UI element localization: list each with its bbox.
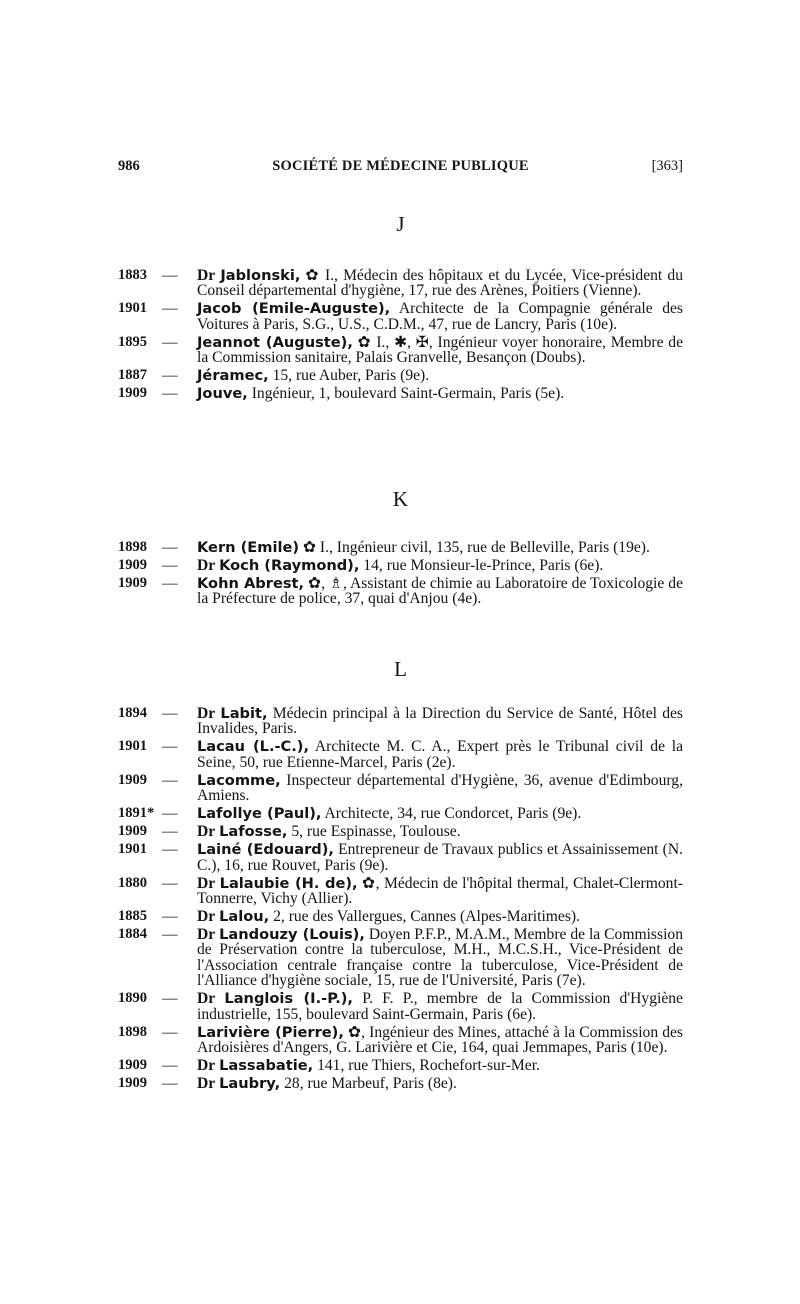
entry-details: ✿, Médecin de l'hôpital thermal, Chalet-Clermont-Tonnerre, Vichy (Allier). <box>197 874 683 908</box>
section-letter-j: J <box>396 212 405 236</box>
doctor-prefix: Dr <box>197 267 216 284</box>
member-entry <box>118 301 683 332</box>
entry-body <box>197 926 683 989</box>
member-name: Lacau (L.-C.), <box>197 738 310 756</box>
member-name: Lalou, <box>219 908 270 926</box>
member-name: Laubry, <box>219 1075 281 1093</box>
entry-dash: — <box>162 539 178 556</box>
entry-details: Entrepreneur de Travaux publics et Assainissement (N. C.), 16, rue Rouvet, Paris (9e). <box>197 841 683 874</box>
member-name: Lassabatie, <box>219 1057 314 1075</box>
member-entry <box>118 739 683 770</box>
entry-body <box>197 823 461 840</box>
entry-dash: — <box>162 1057 178 1075</box>
section-letter-k: K <box>392 487 409 511</box>
entry-dash: — <box>162 1075 178 1093</box>
entry-year: 1891* <box>118 805 155 822</box>
member-entry <box>118 842 683 873</box>
member-entry <box>118 558 683 573</box>
entry-details: 141, rue Thiers, Rochefort-sur-Mer. <box>313 1057 540 1075</box>
doctor-prefix: Dr <box>197 1075 216 1093</box>
entry-year: 1901 <box>118 738 147 755</box>
entry-dash: — <box>162 557 178 574</box>
member-name: Kohn Abrest, <box>197 575 305 592</box>
member-name: Jéramec, <box>197 367 269 385</box>
member-entry <box>118 706 683 737</box>
member-name: Lafollye (Paul), <box>197 805 322 823</box>
entry-year: 1909 <box>118 385 147 402</box>
member-name: Jeannot (Auguste), <box>197 333 353 351</box>
entry-body <box>197 539 650 556</box>
member-entry <box>118 540 683 555</box>
entry-details: Architecte de la Compagnie générale des Voitures à Paris, S.G., U.S., C.D.M., 47, rue de Lancry, Paris (10e). <box>197 300 683 333</box>
member-entry <box>118 368 683 383</box>
entry-body <box>197 1075 457 1092</box>
entry-details: Médecin principal à la Direction du Service de Santé, Hôtel des Invalides, Paris. <box>197 705 683 738</box>
member-entry <box>118 927 683 989</box>
page-header <box>118 158 683 180</box>
entry-year: 1883 <box>118 267 147 283</box>
member-entry <box>118 876 683 907</box>
section-letter-l: L <box>394 657 407 681</box>
entry-dash: — <box>162 841 178 859</box>
member-entry <box>118 386 683 401</box>
entry-dash: — <box>162 575 178 592</box>
entry-body <box>197 705 683 737</box>
entry-dash: — <box>162 705 178 722</box>
member-name: Jouve, <box>197 385 248 403</box>
entry-year: 1898 <box>118 1023 147 1040</box>
entry-details: Architecte, 34, rue Condorcet, Paris (9e). <box>321 805 582 823</box>
entry-year: 1895 <box>118 333 147 350</box>
entry-details: ✿, ♗, Assistant de chimie au Laboratoire de Toxicologie de la Préfecture de police, 37, quai d'Anjou (4e). <box>197 575 683 608</box>
doctor-prefix: Dr <box>197 557 216 574</box>
member-name: Lainé (Edouard), <box>197 841 334 859</box>
entry-year: 1909 <box>118 1075 147 1092</box>
doctor-prefix: Dr <box>197 926 216 944</box>
member-entry <box>118 824 683 839</box>
member-name: Langlois (I.-P.), <box>224 990 353 1008</box>
entry-body <box>197 385 564 402</box>
doctor-prefix: Dr <box>197 705 216 722</box>
entry-body <box>197 367 429 384</box>
member-entry <box>118 909 683 924</box>
entry-details: 14, rue Monsieur-le-Prince, Paris (6e). <box>359 557 604 574</box>
entry-year: 1884 <box>118 926 147 943</box>
entry-year: 1909 <box>118 771 147 788</box>
entry-dash: — <box>162 367 178 385</box>
entry-dash: — <box>162 267 178 284</box>
member-entry <box>118 335 683 366</box>
entry-details: Architecte M. C. A., Expert près le Tribunal civil de la Seine, 50, rue Etienne-Marcel, Paris (2e). <box>197 738 683 771</box>
entry-dash: — <box>162 738 178 756</box>
entry-year: 1898 <box>118 539 147 555</box>
section-l-entries <box>118 706 683 1094</box>
entry-body <box>197 990 683 1022</box>
member-name: Kern (Emile) <box>197 539 300 556</box>
entry-year: 1909 <box>118 1057 147 1074</box>
entry-body <box>197 575 683 607</box>
entry-body <box>197 805 581 822</box>
doctor-prefix: Dr <box>197 908 216 926</box>
entry-details: 28, rue Marbeuf, Paris (8e). <box>280 1075 457 1093</box>
entry-details: ✿, Ingénieur des Mines, attaché à la Commission des Ardoisières d'Angers, G. Larivière et Cie, 164, quai Jemmapes, Paris (10e). <box>197 1023 683 1057</box>
entry-details: 15, rue Auber, Paris (9e). <box>268 367 430 385</box>
doctor-prefix: Dr <box>197 823 216 841</box>
entry-year: 1894 <box>118 705 147 721</box>
entry-dash: — <box>162 990 178 1008</box>
entry-details: Ingénieur, 1, boulevard Saint-Germain, Paris (5e). <box>247 385 565 403</box>
entry-body <box>197 557 603 574</box>
page-reference: [363] <box>651 158 683 174</box>
member-name: Landouzy (Louis), <box>219 926 365 944</box>
entry-year: 1909 <box>118 823 147 840</box>
entry-details: ✿ I., Ingénieur civil, 135, rue de Belleville, Paris (19e). <box>299 539 650 556</box>
doctor-prefix: Dr <box>197 1057 216 1075</box>
entry-details: ✿ I., Médecin des hôpitaux et du Lycée, Vice-président du Conseil départemental d'hygiène, 17, rue des Arènes, Poitiers (Vienne). <box>197 267 683 300</box>
entry-details: P. F. P., membre de la Commission d'Hygiène industrielle, 155, boulevard Saint-Germain, Paris (6e). <box>197 990 683 1023</box>
entry-body <box>197 875 683 907</box>
entry-body <box>197 334 683 366</box>
member-name: Larivière (Pierre), <box>197 1023 344 1041</box>
member-name: Lafosse, <box>219 823 288 841</box>
entry-body <box>197 300 683 332</box>
entry-body <box>197 738 683 770</box>
entry-dash: — <box>162 333 178 351</box>
member-entry <box>118 268 683 299</box>
member-name: Labit, <box>220 705 268 722</box>
section-k-entries <box>118 540 683 609</box>
entry-year: 1909 <box>118 575 147 591</box>
entry-details: Doyen P.F.P., M.A.M., Membre de la Commission de Préservation contre la tuberculose, M.H., M.C.S.H., Vice-Président de l'Association centrale française contre la tuberculose, Vice-Président de l'Alliance d'hygiène sociale, 15, rue de l'Université, Paris (7e). <box>197 926 683 990</box>
member-entry <box>118 991 683 1022</box>
entry-year: 1909 <box>118 557 147 573</box>
entry-year: 1887 <box>118 367 147 384</box>
entry-body <box>197 772 683 804</box>
member-entry <box>118 806 683 821</box>
entry-dash: — <box>162 908 178 926</box>
running-title: SOCIÉTÉ DE MÉDECINE PUBLIQUE <box>272 158 529 174</box>
entry-body <box>197 1057 540 1074</box>
section-j-entries <box>118 268 683 404</box>
member-name: Jacob (Emile-Auguste), <box>197 300 391 318</box>
entry-details: Inspecteur départemental d'Hygiène, 36, avenue d'Edimbourg, Amiens. <box>197 771 683 805</box>
entry-year: 1901 <box>118 300 147 317</box>
entry-body <box>197 267 683 299</box>
member-entry <box>118 1025 683 1056</box>
doctor-prefix: Dr <box>197 874 216 892</box>
entry-dash: — <box>162 823 178 841</box>
entry-details: 5, rue Espinasse, Toulouse. <box>287 823 461 841</box>
entry-year: 1890 <box>118 990 147 1007</box>
member-entry <box>118 576 683 607</box>
member-name: Jablonski, <box>220 267 301 284</box>
member-entry <box>118 1076 683 1091</box>
member-name: Lacomme, <box>197 771 281 789</box>
page-number: 986 <box>118 158 140 174</box>
entry-year: 1901 <box>118 841 147 858</box>
entry-details: 2, rue des Vallergues, Cannes (Alpes-Maritimes). <box>269 908 580 926</box>
member-name: Lalaubie (H. de), <box>219 874 358 892</box>
member-entry <box>118 773 683 804</box>
member-entry <box>118 1058 683 1073</box>
entry-year: 1880 <box>118 874 147 891</box>
entry-dash: — <box>162 771 178 789</box>
member-name: Koch (Raymond), <box>219 557 360 574</box>
entry-body <box>197 841 683 873</box>
entry-dash: — <box>162 874 178 892</box>
entry-body <box>197 1024 683 1056</box>
entry-dash: — <box>162 926 178 944</box>
entry-dash: — <box>162 805 178 823</box>
entry-body <box>197 908 580 925</box>
entry-dash: — <box>162 300 178 318</box>
doctor-prefix: Dr <box>197 990 216 1008</box>
entry-dash: — <box>162 1023 178 1041</box>
entry-year: 1885 <box>118 908 147 925</box>
entry-details: ✿ I., ✱, ✠, Ingénieur voyer honoraire, Membre de la Commission sanitaire, Palais Granvelle, Besançon (Doubs). <box>197 333 683 367</box>
entry-dash: — <box>162 385 178 403</box>
